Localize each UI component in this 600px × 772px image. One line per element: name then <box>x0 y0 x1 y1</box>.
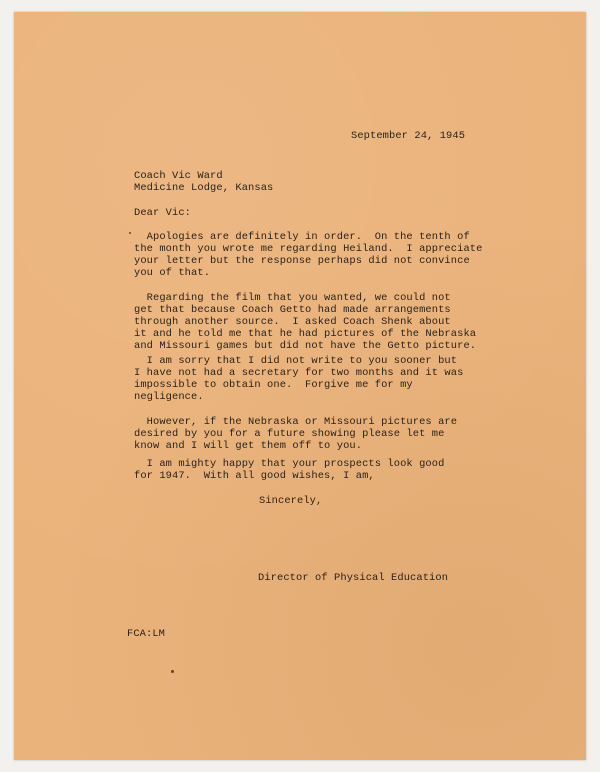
signer-title: Director of Physical Education <box>258 572 449 584</box>
paragraph-5 <box>134 458 444 482</box>
reference-initials: FCA:LM <box>127 628 166 640</box>
paragraph-3 <box>134 355 463 403</box>
paragraph-line: negligence. <box>134 391 204 403</box>
paper-speck <box>171 670 174 673</box>
paragraph-line: I am sorry that I did not write to you sooner but <box>134 355 458 367</box>
paragraph-line: However, if the Nebraska or Missouri pictures are <box>134 416 458 428</box>
paragraph-line: get that because Coach Getto had made arrangements <box>134 304 451 316</box>
paragraph-line: desired by you for a future showing please let me <box>134 428 445 440</box>
paragraph-line: and Missouri games but did not have the Getto picture. <box>134 340 477 352</box>
paragraph-line: I am mighty happy that your prospects look good <box>134 458 445 470</box>
recipient-address: Medicine Lodge, Kansas <box>134 182 274 194</box>
paragraph-line: know and I will get them off to you. <box>134 440 363 452</box>
paragraph-line: I have not had a secretary for two months and it was <box>134 367 464 379</box>
paragraph-line: you of that. <box>134 267 211 279</box>
paragraph-4 <box>134 416 457 452</box>
paragraph-line: Apologies are definitely in order. On the tenth of <box>134 231 470 243</box>
paragraph-2 <box>134 292 476 352</box>
paragraph-line: the month you wrote me regarding Heiland. I appreciate <box>134 243 483 255</box>
letter-date: September 24, 1945 <box>351 130 466 142</box>
closing: Sincerely, <box>259 495 323 507</box>
paragraph-line: your letter but the response perhaps did not convince <box>134 255 470 267</box>
paragraph-line: for 1947. With all good wishes, I am, <box>134 470 375 482</box>
paragraph-line: Regarding the film that you wanted, we could not <box>134 292 451 304</box>
paragraph-line: impossible to obtain one. Forgive me for my <box>134 379 413 391</box>
paragraph-1 <box>134 231 482 279</box>
paragraph-line: through another source. I asked Coach Shenk about <box>134 316 451 328</box>
paragraph-line: it and he told me that he had pictures of the Nebraska <box>134 328 477 340</box>
salutation: Dear Vic: <box>134 207 192 219</box>
recipient-name: Coach Vic Ward <box>134 170 223 182</box>
paper-speck <box>129 232 131 234</box>
